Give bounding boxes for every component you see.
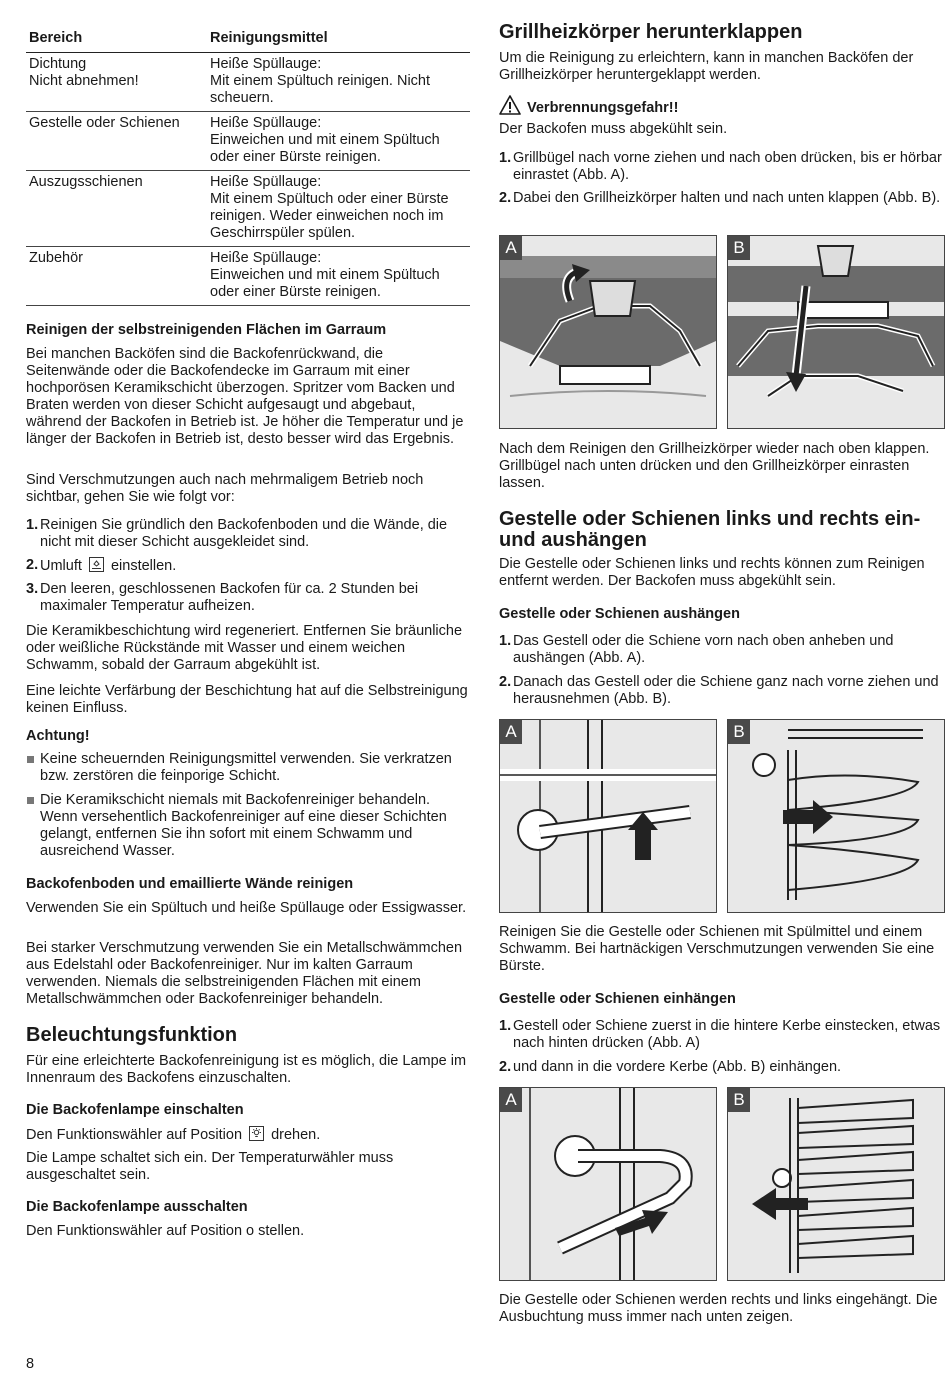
table-cell-area: Gestelle oder Schienen [29,115,180,131]
self-clean-paragraph: Die Keramikbeschichtung wird regeneriert. Entfernen Sie bräunliche oder weißliche Rückstände mit Wasser und einem weichen Schwamm, sobald der Garraum abgekühlt ist. [26,623,463,673]
bullet-square-icon [27,756,34,763]
light-heading: Beleuchtungsfunktion [26,1024,238,1046]
grill-paragraph: Um die Reinigung zu erleichtern, kann in manchen Backöfen der Grillheizkörper heruntergeklappt werden. [499,50,914,83]
table-cell-area: Zubehör [29,250,84,266]
list-text: Keine scheuernden Reinigungsmittel verwenden. Sie verkratzen bzw. zerstören die feinporige Schicht. [40,751,452,784]
list-text: Reinigen Sie gründlich den Backofenboden und die Wände, die nicht mit dieser Schicht ausgekleidet sind. [40,517,448,550]
list-item [499,674,943,708]
figure-remove-a [499,719,717,913]
self-clean-heading: Reinigen der selbstreinigenden Flächen im Garraum [26,322,387,338]
light-paragraph: Für eine erleichterte Backofenreinigung ist es möglich, die Lampe im Innenraum des Backofens einzuschalten. [26,1053,467,1086]
light-on-text-pre: Den Funktionswähler auf Position [26,1127,243,1143]
list-text: Das Gestell oder die Schiene vorn nach oben anheben und aushängen (Abb. A). [513,633,894,666]
table-row [26,112,470,171]
table-cell-agent: Heiße Spüllauge: Einweichen und mit einem Spültuch oder einer Bürste reinigen. [210,250,440,300]
list-item [26,557,470,575]
table-cell-agent: Heiße Spüllauge: Mit einem Spültuch oder einer Bürste reinigen. Weder einweichen noch im Geschirrspüler spülen. [210,174,449,241]
self-clean-paragraph: Eine leichte Verfärbung der Beschichtung hat auf die Selbstreinigung keinen Einfluss. [26,683,468,716]
figure-label-a: A [500,236,522,260]
warning-text: Verbrennungsgefahr!! [527,100,679,116]
figure-label-b: B [728,1088,750,1112]
list-number: 2. [499,674,512,690]
light-off-text-post: stellen. [258,1223,305,1239]
list-text: Danach das Gestell oder die Schiene ganz nach vorne ziehen und herausnehmen (Abb. B). [513,674,939,707]
off-position-symbol: o [246,1223,255,1239]
list-text: Die Keramikschicht niemals mit Backofenreiniger behandeln. Wenn versehentlich Backofenreiniger auf eine dieser Schichten gelangt, entfernen Sie ihn sofort mit einem Schwamm und ausreichend Wasser. [40,792,447,859]
list-number: 2. [26,557,39,573]
figure-insert-b [727,1087,945,1281]
warning-triangle-icon [499,95,521,115]
table-header [26,28,470,53]
table-cell-agent: Heiße Spüllauge: Mit einem Spültuch reinigen. Nicht scheuern. [210,56,431,106]
figure-insert-a [499,1087,717,1281]
figure-label-b: B [728,720,750,744]
list-item [26,792,470,860]
list-item [499,190,943,207]
racks-paragraph: Reinigen Sie die Gestelle oder Schienen mit Spülmittel und einem Schwamm. Bei hartnäckigen Verschmutzungen verwenden Sie eine Bürste. [499,924,935,974]
table-header-agent: Reinigungsmittel [210,30,328,46]
racks-remove-heading: Gestelle oder Schienen aushängen [499,606,740,622]
racks-paragraph: Die Gestelle oder Schienen werden rechts und links eingehängt. Die Ausbuchtung muss immer nach unten zeigen. [499,1292,938,1325]
light-paragraph: Die Lampe schaltet sich ein. Der Temperaturwähler muss ausgeschaltet sein. [26,1150,394,1183]
lamp-icon [249,1126,264,1141]
list-text: Grillbügel nach vorne ziehen und nach oben drücken, bis er hörbar einrastet (Abb. A). [513,150,942,183]
light-on-heading: Die Backofenlampe einschalten [26,1102,244,1118]
list-text: und dann in die vordere Kerbe (Abb. B) einhängen. [513,1059,842,1075]
list-item [26,751,470,785]
table-cell-area: Dichtung Nicht abnehmen! [29,56,139,89]
list-text: Gestell oder Schiene zuerst in die hintere Kerbe einstecken, etwas nach hinten drücken (Abb. A) [513,1018,941,1051]
table-row [26,247,470,306]
floor-paragraph: Bei starker Verschmutzung verwenden Sie ein Metallschwämmchen aus Edelstahl oder Backofenreiniger. Nur im kalten Garraum verwenden. Niemals die selbstreinigenden Flächen mit einem Metallschwämmchen oder Backofenreiniger behandeln. [26,940,463,1007]
figure-label-a: A [500,1088,522,1112]
table-header-area: Bereich [29,30,83,46]
list-item [499,633,943,667]
floor-heading: Backofenboden und emaillierte Wände reinigen [26,876,354,892]
list-item [26,581,470,615]
figure-grill-b [727,235,945,429]
cleaning-table [26,28,470,306]
list-text-pre: Umluft [40,558,82,574]
table-row [26,53,470,112]
list-number: 1. [499,150,512,166]
self-clean-paragraph: Sind Verschmutzungen auch nach mehrmaligem Betrieb noch sichtbar, gehen Sie wie folgt vor: [26,472,424,505]
racks-heading [499,509,943,551]
figure-grill-a [499,235,717,429]
table-cell-agent: Heiße Spüllauge: Einweichen und mit einem Spültuch oder einer Bürste reinigen. [210,115,440,165]
list-item [499,1059,943,1076]
list-item [499,1018,943,1052]
warning-line [499,95,943,117]
figure-label-b: B [728,236,750,260]
racks-insert-heading: Gestelle oder Schienen einhängen [499,991,736,1007]
convection-icon [89,557,104,572]
light-on-text-post: drehen. [271,1127,321,1143]
list-number: 1. [499,1018,512,1034]
racks-heading-line2: und aushängen [499,529,647,551]
grill-paragraph: Nach dem Reinigen den Grillheizkörper wieder nach oben klappen. Grillbügel nach unten drücken und den Grillheizkörper einrasten lassen. [499,441,930,491]
grill-paragraph: Der Backofen muss abgekühlt sein. [499,121,728,137]
self-clean-paragraph: Bei manchen Backöfen sind die Backofenrückwand, die Seitenwände oder die Backofendecke im Garraum mit einer hochporösen Keramikschicht überzogen. Spritzer vom Backen und Braten werden von dieser Schicht aufgesaugt und abgebaut, während der Backofen in Betrieb ist. Je höher die Temperatur und je länger der Backofen in Betrieb ist, desto besser wird das Ergebnis. [26,346,464,447]
light-off-paragraph [26,1223,470,1240]
list-item [26,517,470,551]
figure-remove-b [727,719,945,913]
list-number: 3. [26,581,39,597]
page-number: 8 [26,1356,35,1372]
floor-paragraph: Verwenden Sie ein Spültuch und heiße Spüllauge oder Essigwasser. [26,900,467,916]
list-number: 1. [499,633,512,649]
bullet-square-icon [27,797,34,804]
figure-label-a: A [500,720,522,744]
light-on-paragraph [26,1126,470,1144]
table-row [26,171,470,247]
list-text: Dabei den Grillheizkörper halten und nach unten klappen (Abb. B). [513,190,941,206]
list-item [499,150,943,184]
table-cell-area: Auszugsschienen [29,174,143,190]
list-number: 2. [499,190,512,206]
light-off-text-pre: Den Funktionswähler auf Position [26,1223,243,1239]
caution-title: Achtung! [26,728,90,744]
grill-heading: Grillheizkörper herunterklappen [499,21,803,43]
list-number: 1. [26,517,39,533]
list-text-post: einstellen. [110,558,177,574]
list-text: Den leeren, geschlossenen Backofen für ca. 2 Stunden bei maximaler Temperatur aufheizen. [40,581,419,614]
list-number: 2. [499,1059,512,1075]
racks-heading-line1: Gestelle oder Schienen links und rechts ein- [499,508,921,530]
racks-paragraph: Die Gestelle oder Schienen links und rechts können zum Reinigen entfernt werden. Der Backofen muss abgekühlt sein. [499,556,925,589]
light-off-heading: Die Backofenlampe ausschalten [26,1199,248,1215]
